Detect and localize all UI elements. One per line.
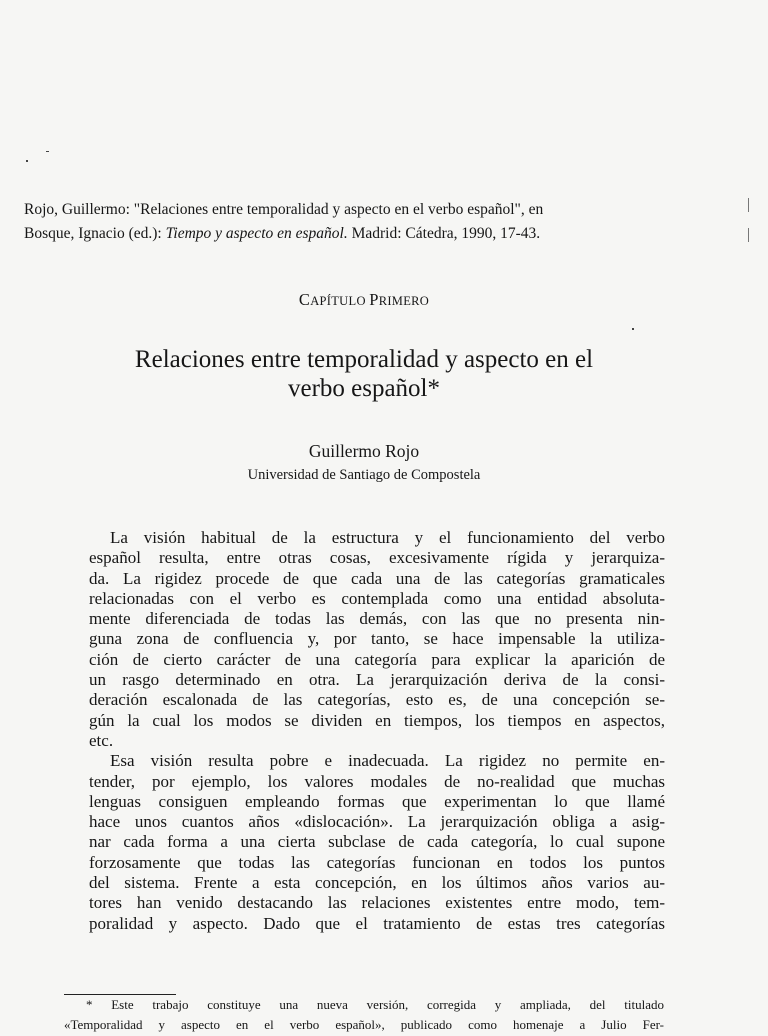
body-line: Esa visión resulta pobre e inadecuada. La rigidez no permite en- bbox=[110, 751, 665, 771]
body-line: La visión habitual de la estructura y el funcionamiento del verbo bbox=[110, 528, 665, 547]
chapter-heading-rest-1: APÍTULO bbox=[310, 294, 370, 308]
body-line: nar cada forma a una cierta subclase de cada categoría, lo cual supone bbox=[89, 832, 665, 852]
footnote-line-2: «Temporalidad y aspecto en el verbo español», publicado como homenaje a Julio Fer- bbox=[64, 1017, 664, 1032]
body-line: forzosamente que todas las categorías funcionan en todos los puntos bbox=[89, 852, 665, 872]
body-line: lenguas consiguen empleando formas que experimentan lo que llamé bbox=[89, 791, 665, 811]
citation-book-title: Tiempo y aspecto en español. bbox=[165, 225, 348, 242]
paper-title-line-2: verbo español* bbox=[287, 375, 441, 402]
citation-reference bbox=[24, 198, 724, 246]
body-line: un rasgo determinado en otra. La jerarquización deriva de la consi- bbox=[89, 670, 665, 690]
body-line: poralidad y aspecto. Dado que el tratamiento de estas tres categorías bbox=[89, 913, 665, 933]
body-line: tores han venido destacando las relaciones existentes entre modo, tem- bbox=[89, 893, 665, 913]
body-line: ción de cierto carácter de una categoría para explicar la aparición de bbox=[89, 649, 665, 669]
paper-title bbox=[44, 345, 684, 403]
scan-speck bbox=[46, 151, 49, 152]
chapter-heading bbox=[0, 290, 728, 310]
paper-title-line-1: Relaciones entre temporalidad y aspecto en el bbox=[134, 346, 594, 373]
citation-line-2-prefix: Bosque, Ignacio (ed.): bbox=[24, 225, 166, 242]
body-line: hace unos cuantos años «dislocación». La jerarquización obliga a asig- bbox=[89, 812, 665, 832]
body-line: del sistema. Frente a esta concepción, en los últimos años varios au- bbox=[89, 873, 665, 893]
chapter-heading-initial-2: P bbox=[369, 290, 379, 309]
body-text bbox=[89, 528, 665, 934]
footnote-divider bbox=[64, 994, 176, 995]
body-line: etc. bbox=[89, 730, 114, 750]
citation-line-2-suffix: Madrid: Cátedra, 1990, 17-43. bbox=[347, 225, 541, 242]
body-line: guna zona de confluencia y, por tanto, se hace impensable la utiliza- bbox=[89, 629, 665, 649]
body-line: gún la cual los modos se dividen en tiempos, los tiempos en aspectos, bbox=[89, 710, 665, 730]
scan-speck bbox=[26, 160, 28, 162]
scan-edge-mark bbox=[748, 228, 749, 242]
body-line: español resulta, entre otras cosas, excesivamente rígida y jerarquiza- bbox=[89, 548, 665, 568]
body-line: deración escalonada de las categorías, esto es, de una concepción se- bbox=[89, 690, 665, 710]
scan-speck bbox=[632, 328, 634, 330]
body-line: tender, por ejemplo, los valores modales de no-realidad que muchas bbox=[89, 771, 665, 791]
scan-edge-mark bbox=[748, 198, 749, 212]
body-line: relacionadas con el verbo es contemplada como una entidad absoluta- bbox=[89, 588, 665, 608]
author-name: Guillermo Rojo bbox=[308, 441, 420, 461]
author-affiliation: Universidad de Santiago de Compostela bbox=[247, 467, 481, 483]
footnote-line-1: * Este trabajo constituye una nueva versión, corregida y ampliada, del titulado bbox=[86, 997, 664, 1012]
chapter-heading-rest-2: RIMERO bbox=[378, 294, 430, 308]
body-line: mente diferenciada de todas las demás, con las que no presenta nin- bbox=[89, 609, 665, 629]
body-line: da. La rigidez procede de que cada una de las categorías gramaticales bbox=[89, 568, 665, 588]
footnote bbox=[64, 996, 664, 1032]
chapter-heading-initial-1: C bbox=[298, 290, 311, 309]
citation-line-1: Rojo, Guillermo: "Relaciones entre temporalidad y aspecto en el verbo español", en bbox=[24, 201, 544, 218]
